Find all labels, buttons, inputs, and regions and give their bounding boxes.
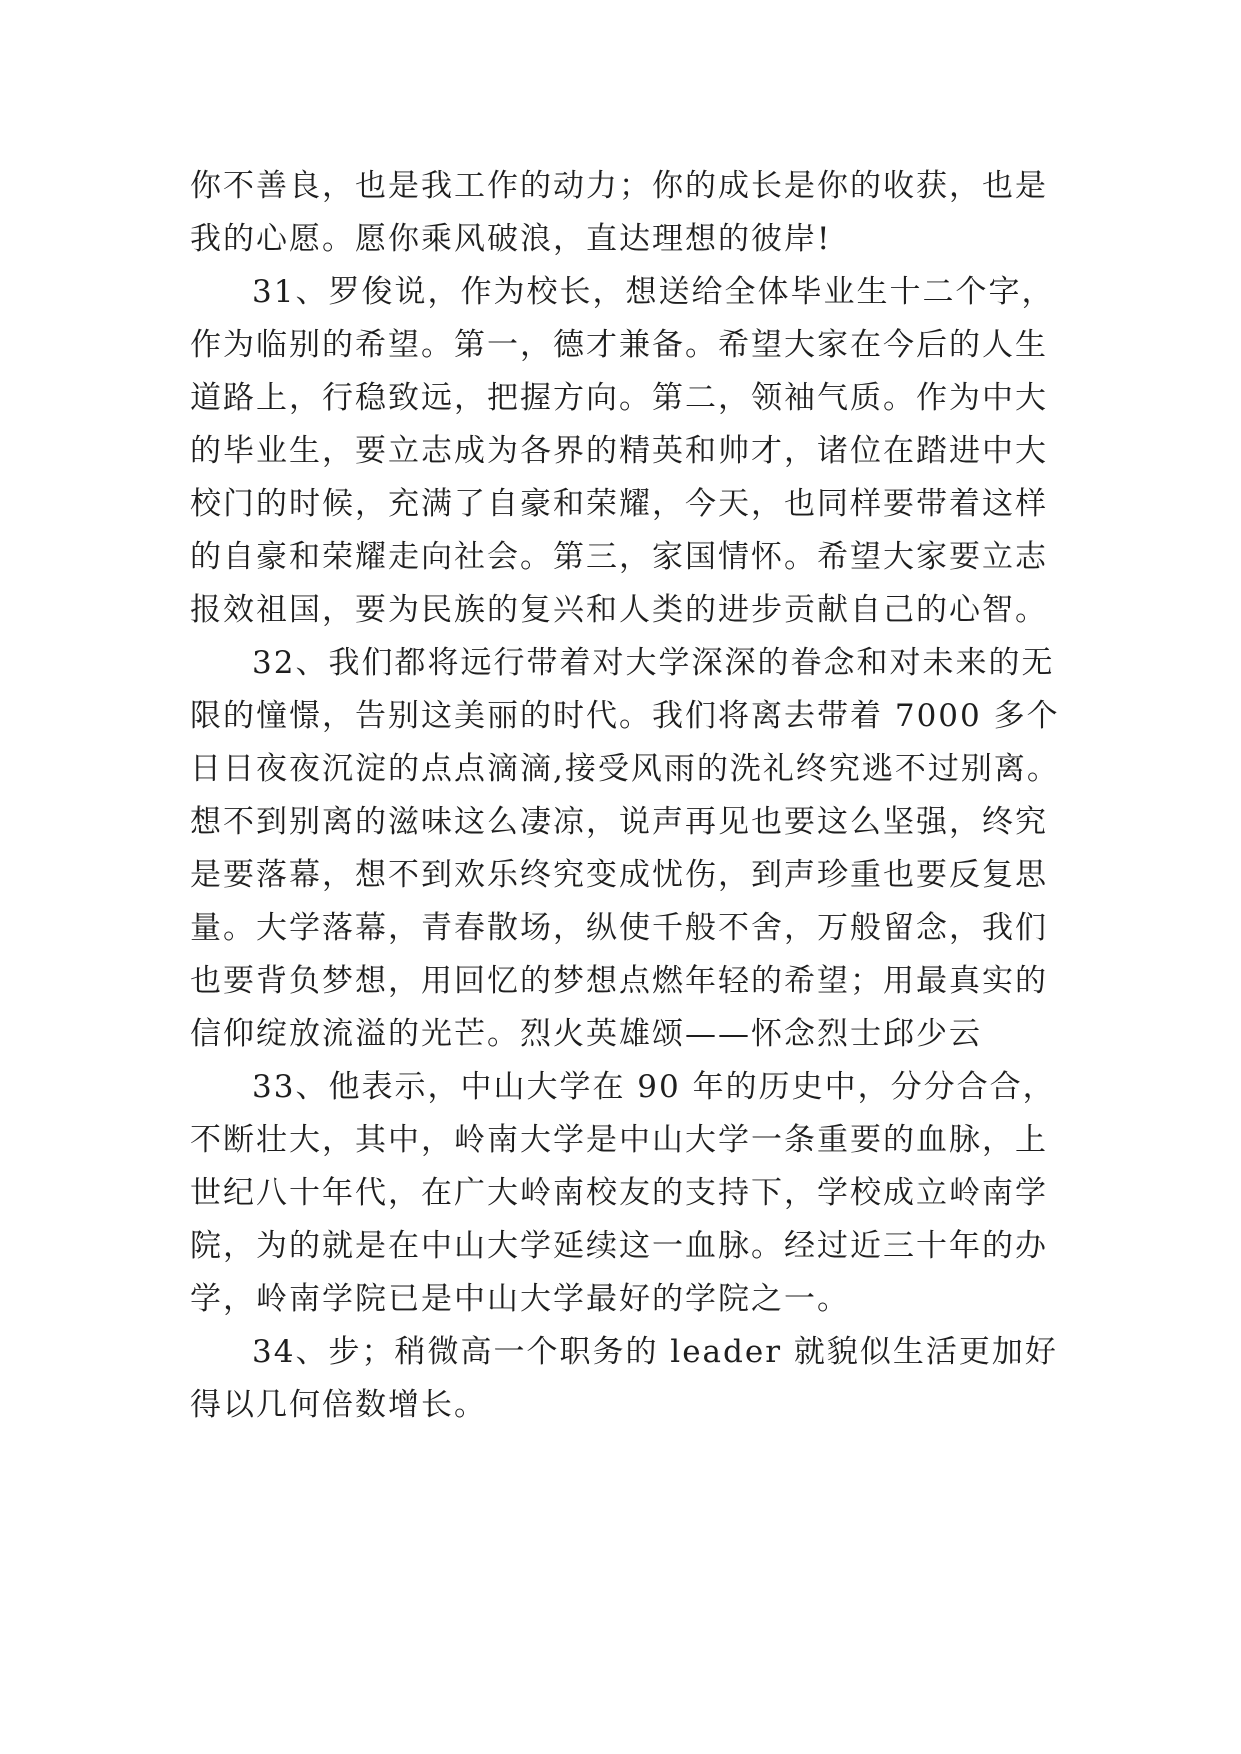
text-line: 是要落幕，想不到欢乐终究变成忧伤，到声珍重也要反复思 [190, 857, 1048, 893]
document-body [190, 160, 1070, 1432]
text-line: 想不到别离的滋味这么凄凉，说声再见也要这么坚强，终究 [190, 804, 1048, 840]
paragraph-first-line: 32、我们都将远行带着对大学深深的眷念和对未来的无 [252, 645, 1055, 681]
text-line: 的自豪和荣耀走向社会。第三，家国情怀。希望大家要立志 [190, 539, 1048, 575]
text-line: 也要背负梦想，用回忆的梦想点燃年轻的希望；用最真实的 [190, 963, 1048, 999]
text-line: 院，为的就是在中山大学延续这一血脉。经过近三十年的办 [190, 1228, 1048, 1264]
text-line: 你不善良，也是我工作的动力；你的成长是你的收获，也是 [190, 168, 1048, 204]
paragraph-first-line: 31、罗俊说，作为校长，想送给全体毕业生十二个字， [252, 274, 1055, 310]
text-line: 我的心愿。愿你乘风破浪，直达理想的彼岸! [190, 221, 832, 257]
text-line: 报效祖国，要为民族的复兴和人类的进步贡献自己的心智。 [190, 592, 1048, 628]
text-line: 不断壮大，其中，岭南大学是中山大学一条重要的血脉，上 [190, 1122, 1048, 1158]
text-line: 学，岭南学院已是中山大学最好的学院之一。 [190, 1281, 850, 1317]
text-line: 作为临别的希望。第一，德才兼备。希望大家在今后的人生 [190, 327, 1048, 363]
paragraph-first-line: 33、他表示，中山大学在 90 年的历史中，分分合合， [252, 1069, 1056, 1105]
text-line: 量。大学落幕，青春散场，纵使千般不舍，万般留念，我们 [190, 910, 1048, 946]
text-line: 日日夜夜沉淀的点点滴滴,接受风雨的洗礼终究逃不过别离。 [190, 751, 1060, 787]
text-line: 限的憧憬，告别这美丽的时代。我们将离去带着 7000 多个 [190, 698, 1060, 734]
paragraph-first-line: 34、步；稍微高一个职务的 leader 就貌似生活更加好 [252, 1334, 1058, 1370]
text-line: 校门的时候，充满了自豪和荣耀，今天，也同样要带着这样 [190, 486, 1048, 522]
text-line: 的毕业生，要立志成为各界的精英和帅才，诸位在踏进中大 [190, 433, 1048, 469]
text-line: 道路上，行稳致远，把握方向。第二，领袖气质。作为中大 [190, 380, 1048, 416]
text-line: 得以几何倍数增长。 [190, 1387, 487, 1423]
text-line: 信仰绽放流溢的光芒。烈火英雄颂——怀念烈士邱少云 [190, 1016, 982, 1052]
text-line: 世纪八十年代，在广大岭南校友的支持下，学校成立岭南学 [190, 1175, 1048, 1211]
